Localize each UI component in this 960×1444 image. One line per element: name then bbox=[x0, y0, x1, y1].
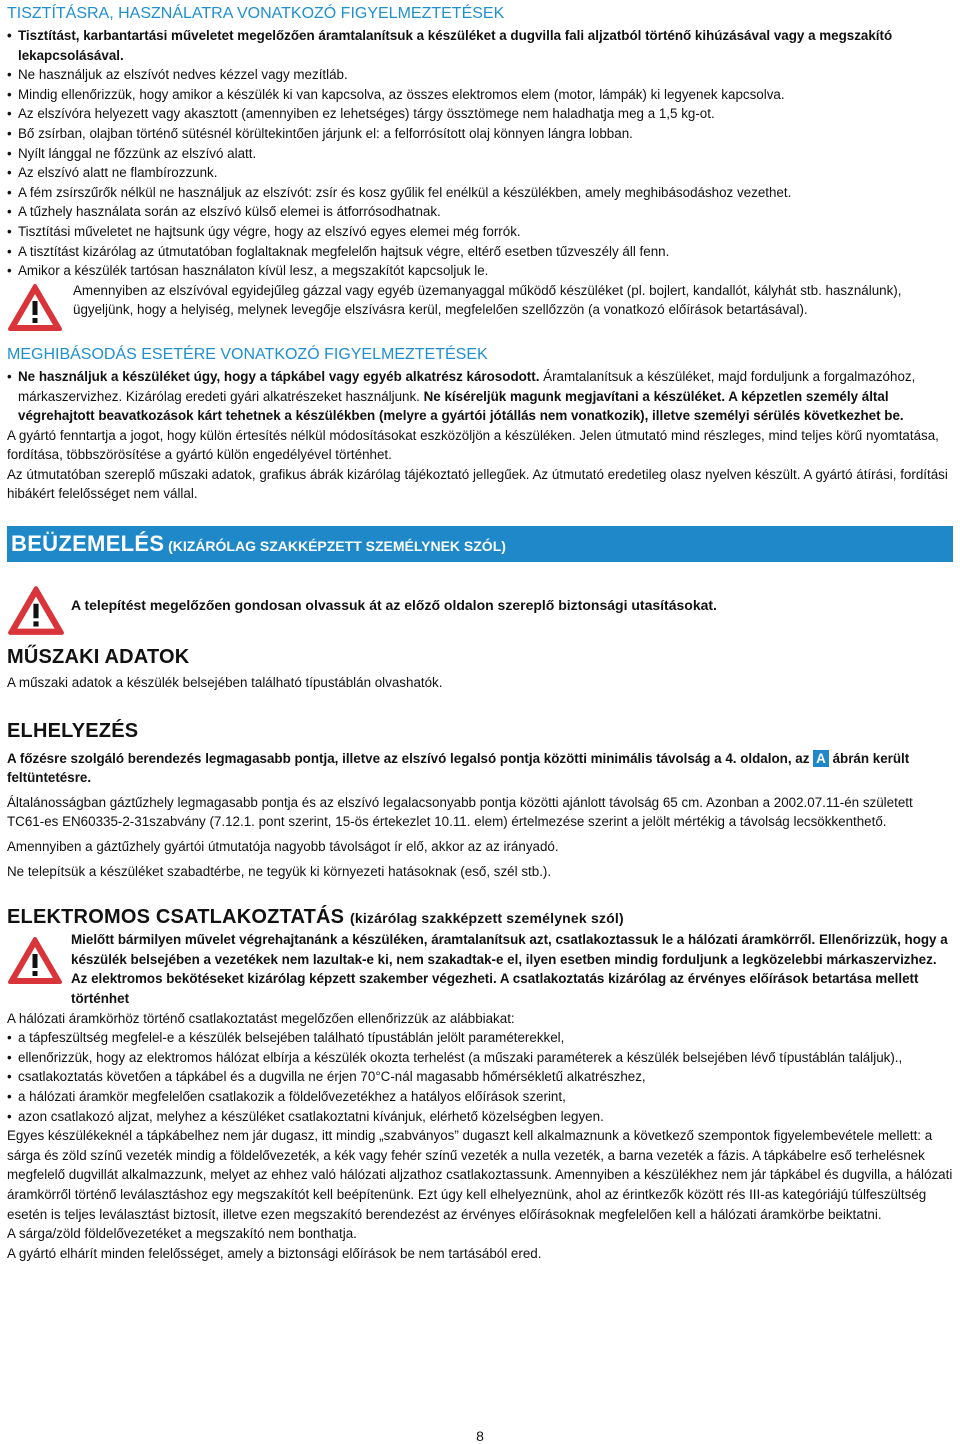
paragraph: A műszaki adatok a készülék belsejében található típustáblán olvashatók. bbox=[7, 675, 443, 691]
electrical-warning-text: Mielőtt bármilyen művelet végrehajtanánk a készüléken, áramtalanítsuk azt, csatlakoztassuk le a hálózati áramkörről. Ellenőrizzük, hogy a készülék belsejében a vezetékek nem lazultak-e ki, nem szakadtak-e el, ilyen esetben mindig forduljunk a legközelebbi márkaszervizhez. Az elektromos bekötéseket kizárólag képzett szakember végezheti. A csatlakoztatás kizárólag az érvényes előírások betartása mellett történhet bbox=[71, 932, 948, 1006]
install-warning bbox=[7, 585, 953, 639]
section-title-placement: ELHELYEZÉS bbox=[7, 719, 139, 742]
list-item: • Tisztítást, karbantartási műveletet megelőzően áramtalanítsuk a készüléket a dugvilla fali aljzatból történő kihúzásával vagy a megszakító lekapcsolásával. bbox=[7, 26, 953, 65]
figure-a-badge: A bbox=[813, 750, 829, 767]
list-item: • Mindig ellenőrizzük, hogy amikor a készülék ki van kapcsolva, az összes elektromos elem (motor, lámpák) ki legyenek kapcsolva. bbox=[7, 85, 953, 105]
paragraph: A gyártó elhárít minden felelősséget, amely a biztonsági előírások be nem tartásából ered. bbox=[7, 1245, 542, 1261]
gas-warning bbox=[7, 281, 953, 320]
paragraph: A gyártó fenntartja a jogot, hogy külön értesítés nélkül módosításokat eszközöljön a készüléken. Jelen útmutató mind részleges, mind teljes körű nyomtatása, fordítása, többszörösítése a gyártó külön engedélyével történhet. bbox=[7, 427, 939, 463]
list-item: • A tűzhely használata során az elszívó külső elemei is átforrósodhatnak. bbox=[7, 202, 953, 222]
warning-triangle-icon bbox=[7, 936, 63, 986]
paragraph: Az útmutatóban szereplő műszaki adatok, grafikus ábrák kizárólag tájékoztató jellegűek. Az útmutató eredetileg olasz nyelven készült. A gyártó átírási, fordítási hibákért felelősséget nem vállal. bbox=[7, 466, 948, 502]
section-title-tech: MŰSZAKI ADATOK bbox=[7, 646, 190, 669]
list-item: • azon csatlakozó aljzat, melyhez a készüléket csatlakoztatni kívánjuk, elérhető közelségben legyen. bbox=[7, 1107, 953, 1127]
list-item: • Tisztítási műveletet ne hajtsunk úgy végre, hogy az elszívó egyes elemei még forrók. bbox=[7, 222, 953, 242]
paragraph: Ne telepítsük a készüléket szabadtérbe, ne tegyük ki környezeti hatásoknak (eső, szél stb.). bbox=[7, 863, 552, 879]
paragraph: Amennyiben a gáztűzhely gyártói útmutatója nagyobb távolságot ír elő, akkor az az irányadó. bbox=[7, 839, 559, 855]
section-title-cleaning: TISZTÍTÁSRA, HASZNÁLATRA VONATKOZÓ FIGYELMEZTETÉSEK bbox=[7, 5, 505, 22]
list-item: • ellenőrizzük, hogy az elektromos hálózat elbírja a készülék okozta terhelést (a műszaki paraméterek a készülék belsejében lévő típustáblán találjuk)., bbox=[7, 1048, 953, 1068]
list-item: • Az elszívó alatt ne flambírozzunk. bbox=[7, 163, 953, 183]
list-item: • Amikor a készülék tartósan használaton kívül lesz, a megszakítót kapcsoljuk le. bbox=[7, 261, 953, 281]
paragraph: Általánosságban gáztűzhely legmagasabb pontja és az elszívó legalacsonyabb pontja közötti ajánlott távolság 65 cm. Azonban a 2002.07.11-én született TC61-es EN60335-2-31szabvány (7.12.1. pont szerint, 15-ös értekezlet 10.11. elem) értelmezése szerint a jelölt mértékig a távolság lecsökkenthető. bbox=[7, 794, 913, 830]
paragraph: Egyes készülékeknél a tápkábelhez nem jár dugasz, itt mindig „szabványos” dugaszt kell alkalmaznunk a következő szempontok figyelembevétele mellett: a sárga és zöld színű vezeték mindig a földelővezeték, a kék vagy fehér színű vezeték a nulla vezeték, a barna vezeték a fázis. A tápkábelre eső terhelésnek megfelelő dugvillát alkalmazzunk, melyet az ehhez való hálózati aljzathoz csatlakoztassunk. Amennyiben a készülékhez nem jár tápkábel és dugvilla, a hálózati áramkörről történő leválasztáshoz egy megszakítót kell beépítenünk. Ezt úgy kell elhelyeznünk, ahol az érintkezők között rés III-as kategóriájú túlfeszültség esetén is teljes leválasztást biztosít, illetve ezen megszakító berendezést az érvényes előírásoknak megfelelően kell a hálózati áramkörbe beiktatni. bbox=[7, 1128, 953, 1222]
paragraph: A hálózati áramkörhöz történő csatlakoztatást megelőzően ellenőrizzük az alábbiakat: bbox=[7, 1010, 515, 1026]
list-item: • Az elszívóra helyezett vagy akasztott (amennyiben ez lehetséges) tárgy össztömege nem haladhatja meg a 1,5 kg-ot. bbox=[7, 104, 953, 124]
page-number: 8 bbox=[476, 1428, 484, 1444]
list-item: • csatlakoztatás követően a tápkábel és a dugvilla ne érjen 70°C-nál magasabb hőmérsékletű alkatrészhez, bbox=[7, 1067, 953, 1087]
list-item: • A tisztítást kizárólag az útmutatóban foglaltaknak megfelelőn hajtsuk végre, eltérő esetben tűzveszély áll fenn. bbox=[7, 242, 953, 262]
list-item: • Nyílt lánggal ne főzzünk az elszívó alatt. bbox=[7, 144, 953, 164]
warning-triangle-icon bbox=[7, 585, 65, 637]
list-item: • Ne használjuk az elszívót nedves kézzel vagy mezítláb. bbox=[7, 65, 953, 85]
list-item: • Ne használjuk a készüléket úgy, hogy a tápkábel vagy egyéb alkatrész károsodott. Áramtalanítsuk a készüléket, majd forduljunk a forgalmazóhoz, márkaszervizhez. Kizárólag eredeti gyári alkatrészeket használjunk. Ne kíséreljük magunk megjavítani a készüléket. A képzetlen személy által végrehajtott beavatkozások kárt tehetnek a készülékben (melyre a gyártói jótállás nem vonatkozik), illetve személyi sérülés következhet be. bbox=[7, 367, 953, 426]
section-title-electrical: ELEKTROMOS CSATLAKOZTATÁS (kizárólag szakképzett személynek szól) bbox=[7, 906, 624, 929]
install-warning-text: A telepítést megelőzően gondosan olvassuk át az előző oldalon szereplő biztonsági utasításokat. bbox=[71, 597, 717, 614]
paragraph: A főzésre szolgáló berendezés legmagasabb pontja, illetve az elszívó legalsó pontja közötti minimális távolság a 4. oldalon, az A ábrán került feltüntetésre. bbox=[7, 750, 910, 786]
warning-triangle-icon bbox=[7, 283, 63, 333]
list-item: • Bő zsírban, olajban történő sütésnél körültekintően járjunk el: a felforrósított olaj könnyen lángra lobban. bbox=[7, 124, 953, 144]
gas-warning-text: Amennyiben az elszívóval egyidejűleg gázzal vagy egyéb üzemanyaggal működő készüléket (pl. bojlert, kandallót, kályhát stb. használunk), ügyeljünk, hogy a helyiség, melynek levegője elszívásra kerül, megfelelően szellőzzön (a vonatkozó előírások betartásával). bbox=[73, 282, 902, 318]
list-item: • a tápfeszültség megfelel-e a készülék belsejében található típustáblán jelölt paraméterekkel, bbox=[7, 1028, 953, 1048]
list-item: • A fém zsírszűrők nélkül ne használjuk az elszívót: zsír és kosz gyűlik fel enélkül a készülékben, amely meghibásodáshoz vezethet. bbox=[7, 183, 953, 203]
page-content bbox=[7, 4, 953, 1263]
list-item: • a hálózati áramkör megfelelően csatlakozik a földelővezetékhez a hatályos előírások szerint, bbox=[7, 1087, 953, 1107]
electrical-warning bbox=[7, 930, 953, 1008]
section-title-fault: MEGHIBÁSODÁS ESETÉRE VONATKOZÓ FIGYELMEZTETÉSEK bbox=[7, 345, 488, 363]
paragraph: A sárga/zöld földelővezetéket a megszakító nem bonthatja. bbox=[7, 1226, 357, 1242]
installation-banner: BEÜZEMELÉS (KIZÁRÓLAG SZAKKÉPZETT SZEMÉLYNEK SZÓL) bbox=[7, 526, 953, 562]
